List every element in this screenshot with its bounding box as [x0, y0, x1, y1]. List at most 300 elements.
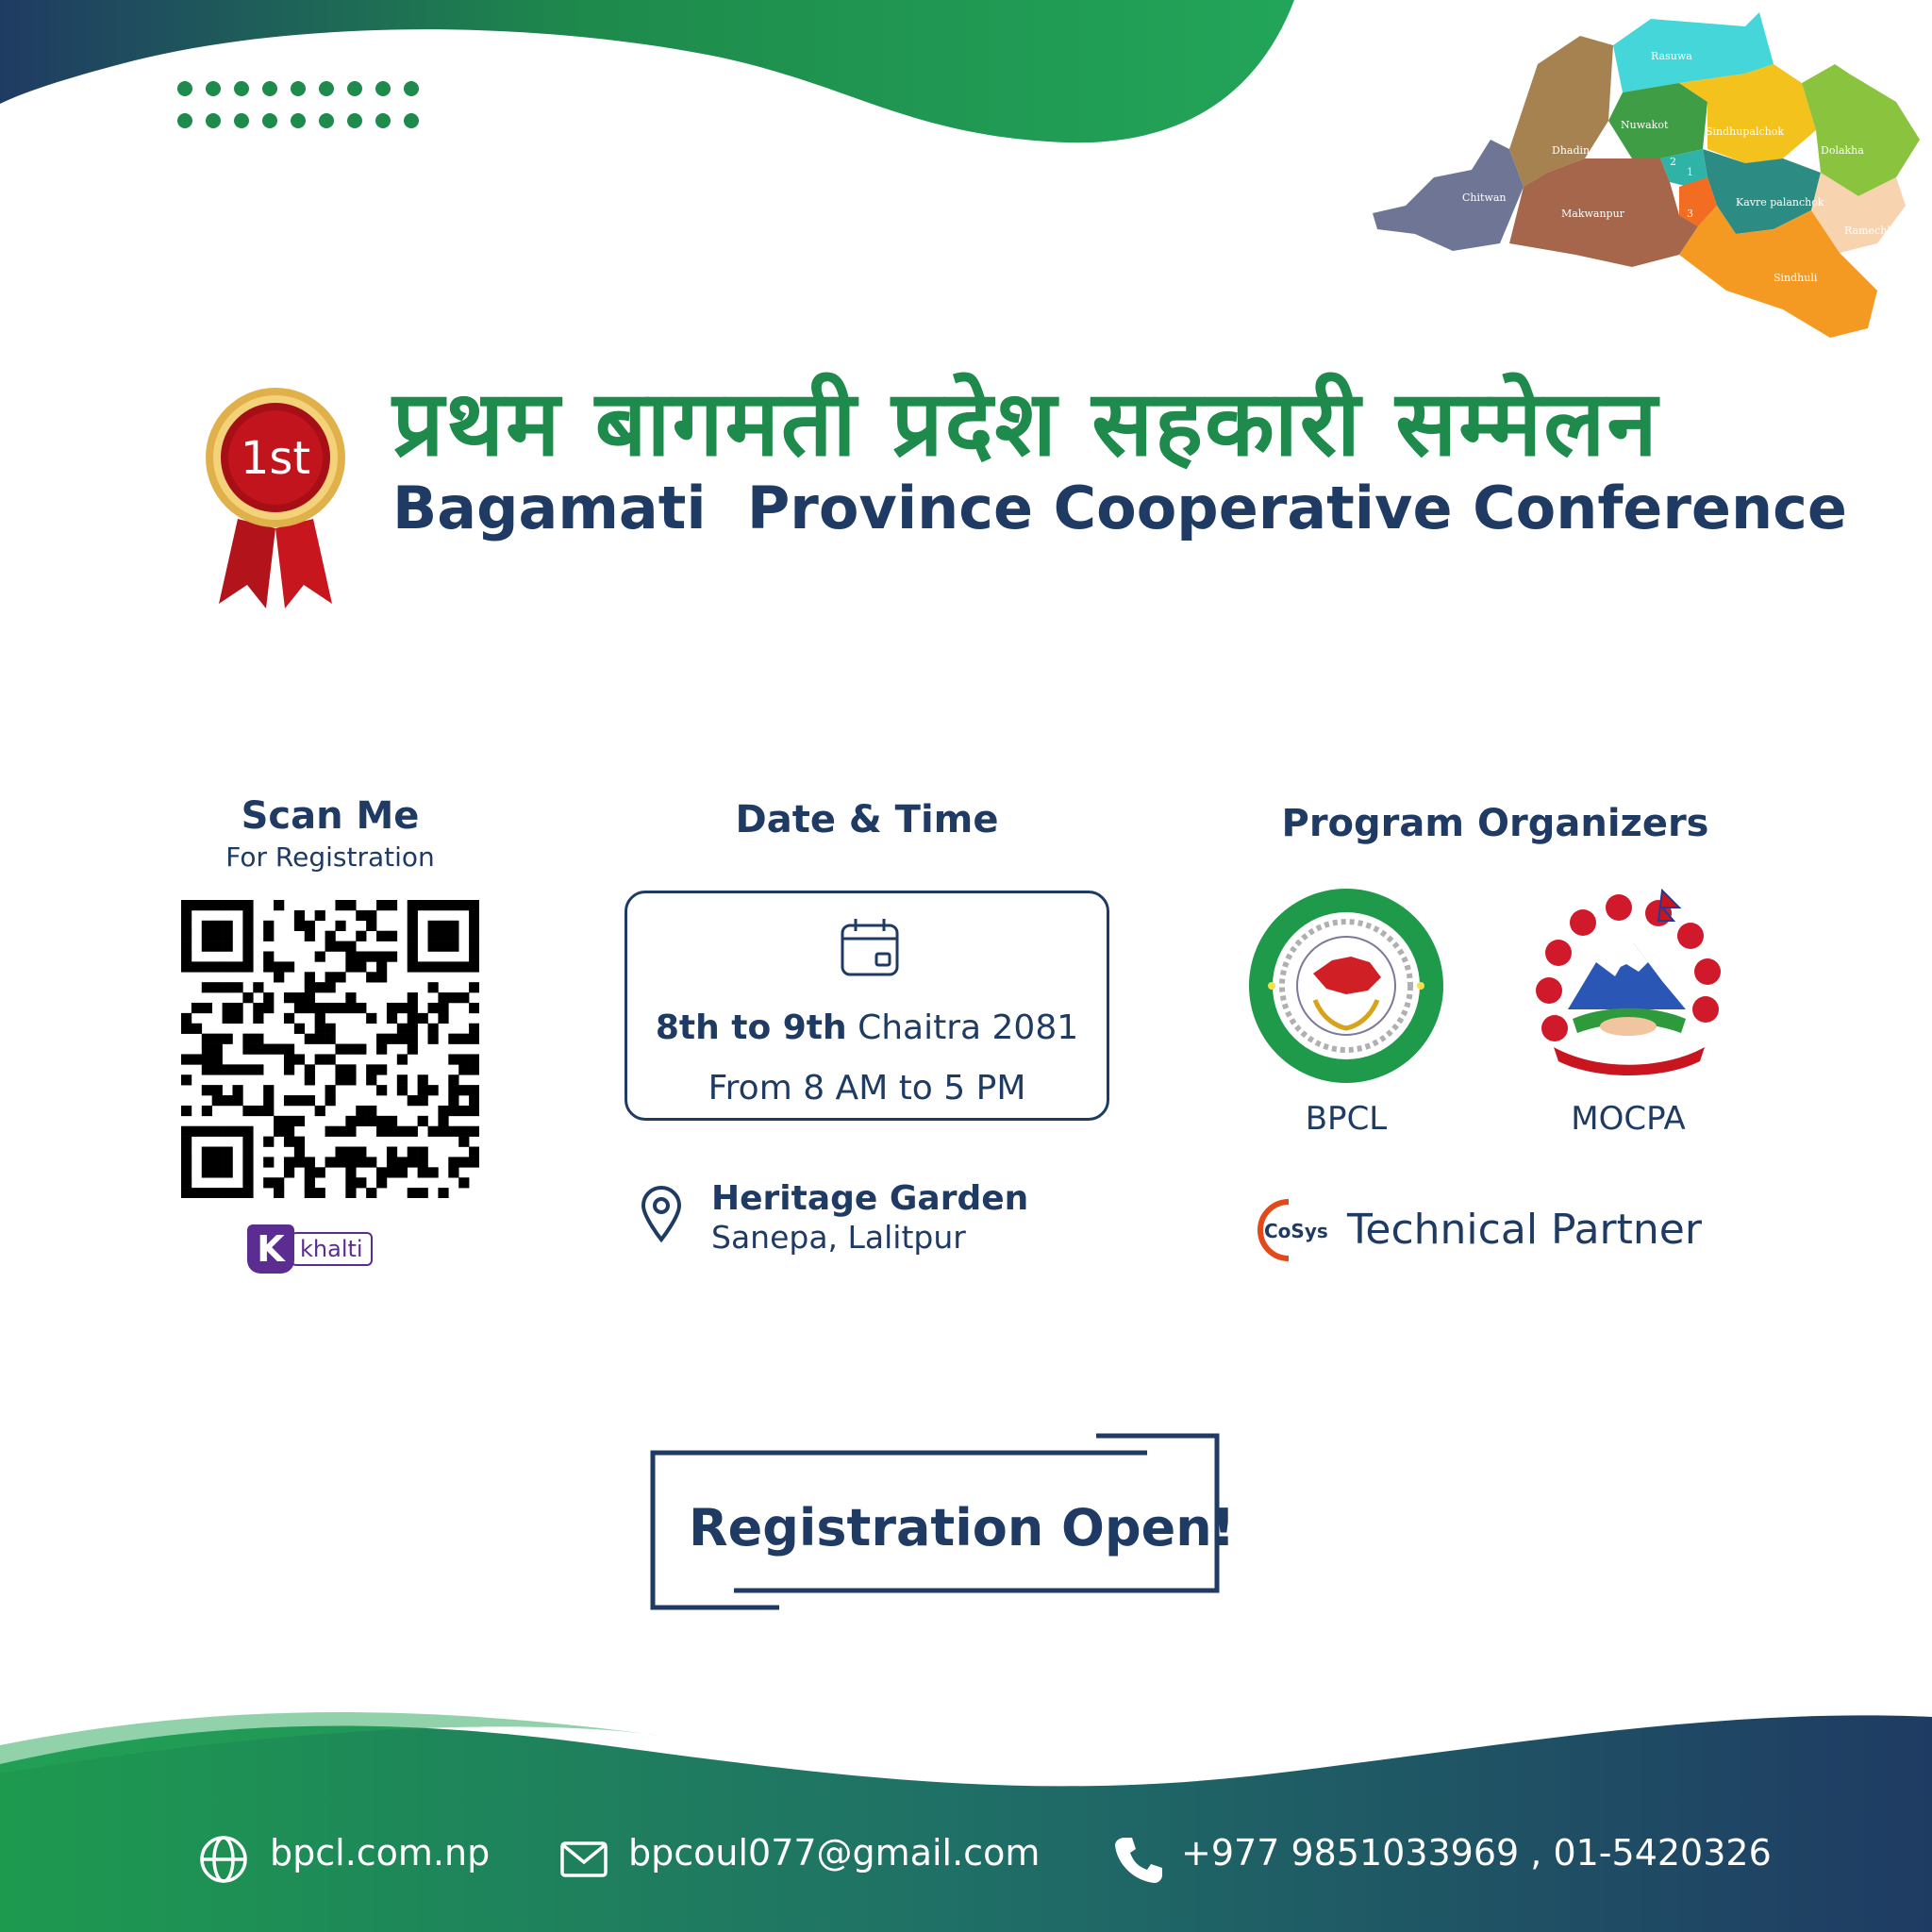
qr-module	[418, 1147, 428, 1158]
qr-module	[397, 1085, 408, 1095]
qr-module	[376, 1167, 387, 1177]
khalti-letter: K	[247, 1224, 294, 1274]
qr-module	[448, 1054, 458, 1064]
qr-module	[387, 931, 397, 941]
qr-module	[202, 1085, 212, 1095]
qr-module	[181, 921, 192, 931]
qr-module	[387, 1034, 397, 1044]
qr-module	[345, 1064, 356, 1074]
qr-module	[397, 1024, 408, 1034]
qr-module	[408, 1024, 418, 1034]
qr-module	[325, 982, 336, 992]
qr-module	[223, 982, 233, 992]
qr-module	[458, 1064, 469, 1074]
qr-module	[181, 1106, 192, 1116]
qr-module	[438, 921, 448, 931]
map-label-sindhupalchok: Sindhupalchok	[1706, 125, 1784, 138]
qr-module	[469, 941, 479, 952]
qr-module	[428, 982, 439, 992]
qr-module	[408, 1013, 418, 1024]
qr-module	[263, 1137, 274, 1147]
qr-module	[408, 1126, 418, 1137]
qr-module	[325, 1024, 336, 1034]
qr-module	[253, 1013, 263, 1024]
qr-module	[202, 941, 212, 952]
scan-me-subheading: For Registration	[225, 841, 435, 873]
qr-module	[469, 931, 479, 941]
qr-module	[408, 951, 418, 961]
qr-module	[263, 951, 274, 961]
qr-module	[345, 1044, 356, 1055]
qr-module	[345, 951, 356, 961]
qr-module	[356, 1106, 366, 1116]
qr-module	[181, 1157, 192, 1167]
qr-module	[263, 1095, 274, 1106]
qr-module	[181, 910, 192, 921]
qr-module	[284, 1044, 294, 1055]
qr-module	[181, 1013, 192, 1024]
ribbon-label: 1st	[240, 432, 311, 485]
qr-module	[428, 941, 439, 952]
qr-module	[294, 910, 305, 921]
qr-module	[294, 921, 305, 931]
qr-module	[242, 1188, 253, 1198]
qr-module	[181, 1074, 192, 1085]
qr-module	[232, 961, 242, 972]
qr-module	[458, 1085, 469, 1095]
qr-module	[284, 1064, 294, 1074]
qr-module	[305, 921, 315, 931]
qr-module	[408, 1095, 418, 1106]
qr-module	[356, 961, 366, 972]
qr-module	[376, 931, 387, 941]
map-label-nuwakot: Nuwakot	[1621, 119, 1669, 131]
qr-module	[408, 1034, 418, 1044]
qr-module	[242, 1157, 253, 1167]
footer-website-link[interactable]: bpcl.com.np	[270, 1832, 491, 1874]
qr-module	[335, 1126, 345, 1137]
qr-module	[428, 961, 439, 972]
qr-module	[202, 1044, 212, 1055]
qr-module	[356, 931, 366, 941]
qr-module	[345, 1177, 356, 1188]
qr-module	[305, 1074, 315, 1085]
qr-module	[294, 1157, 305, 1167]
qr-module	[263, 1157, 274, 1167]
qr-module	[294, 1054, 305, 1064]
qr-module	[305, 1177, 315, 1188]
qr-module	[212, 1167, 223, 1177]
qr-module	[263, 1085, 274, 1095]
qr-module	[202, 1106, 212, 1116]
qr-module	[223, 961, 233, 972]
qr-module	[408, 992, 418, 1003]
qr-module	[408, 1157, 418, 1167]
qr-module	[192, 1024, 202, 1034]
qr-module	[325, 941, 336, 952]
venue-address: Sanepa, Lalitpur	[711, 1219, 966, 1256]
qr-module	[356, 1157, 366, 1167]
calendar-icon	[839, 916, 901, 978]
qr-module	[253, 1034, 263, 1044]
qr-module	[469, 1024, 479, 1034]
qr-module	[242, 1064, 253, 1074]
qr-module	[366, 1074, 376, 1085]
qr-module	[212, 1147, 223, 1158]
qr-module	[438, 931, 448, 941]
qr-module	[366, 910, 376, 921]
qr-module	[181, 1054, 192, 1064]
qr-module	[315, 1013, 325, 1024]
qr-module	[448, 1034, 458, 1044]
footer-phone-number[interactable]: +977 9851033969 , 01-5420326	[1181, 1832, 1772, 1874]
qr-module	[469, 961, 479, 972]
qr-module	[181, 951, 192, 961]
qr-module	[345, 941, 356, 952]
qr-module	[458, 1177, 469, 1188]
qr-module	[305, 1157, 315, 1167]
qr-module	[366, 951, 376, 961]
qr-module	[366, 1188, 376, 1198]
qr-module	[192, 1054, 202, 1064]
qr-module	[212, 1044, 223, 1055]
qr-module	[366, 921, 376, 931]
qr-module	[212, 1157, 223, 1167]
mocpa-emblem-logo	[1521, 887, 1736, 1085]
qr-module	[469, 1147, 479, 1158]
qr-module	[376, 1177, 387, 1188]
qr-module	[284, 1054, 294, 1064]
qr-module	[232, 1013, 242, 1024]
qr-module	[438, 1003, 448, 1013]
org-mocpa-label: MOCPA	[1571, 1100, 1686, 1138]
date-time-box	[625, 891, 1109, 1121]
qr-module	[223, 900, 233, 910]
qr-module	[305, 931, 315, 941]
qr-module	[305, 972, 315, 982]
qr-module	[438, 1188, 448, 1198]
khalti-label: khalti	[291, 1232, 373, 1266]
qr-module	[438, 1106, 448, 1116]
qr-module	[192, 1188, 202, 1198]
phone-icon	[1113, 1834, 1164, 1885]
qr-module	[223, 1147, 233, 1158]
qr-module	[345, 992, 356, 1003]
qr-module	[345, 1074, 356, 1085]
qr-module	[469, 921, 479, 931]
qr-module	[232, 1126, 242, 1137]
qr-module	[469, 1106, 479, 1116]
qr-module	[242, 900, 253, 910]
qr-module	[202, 921, 212, 931]
event-date-rest: Chaitra 2081	[846, 1008, 1079, 1047]
qr-module	[202, 961, 212, 972]
qr-module	[356, 951, 366, 961]
qr-module	[212, 1054, 223, 1064]
qr-module	[192, 1003, 202, 1013]
map-label-2: 2	[1670, 156, 1676, 168]
qr-module	[263, 992, 274, 1003]
qr-module	[325, 1085, 336, 1095]
qr-module	[376, 1085, 387, 1095]
qr-module	[315, 951, 325, 961]
qr-module	[438, 900, 448, 910]
qr-module	[397, 1054, 408, 1064]
qr-module	[253, 982, 263, 992]
qr-module	[232, 1064, 242, 1074]
qr-module	[418, 1167, 428, 1177]
qr-module	[202, 1054, 212, 1064]
qr-module	[408, 1188, 418, 1198]
location-pin-icon	[638, 1185, 685, 1243]
qr-module	[181, 941, 192, 952]
qr-module	[469, 1064, 479, 1074]
qr-module	[458, 1034, 469, 1044]
qr-module	[418, 1095, 428, 1106]
qr-module	[325, 972, 336, 982]
qr-module	[397, 1157, 408, 1167]
qr-module	[315, 1167, 325, 1177]
qr-module	[274, 900, 284, 910]
qr-module	[181, 1126, 192, 1137]
qr-module	[335, 900, 345, 910]
map-label-sindhuli: Sindhuli	[1774, 272, 1818, 284]
qr-module	[408, 941, 418, 952]
qr-module	[418, 1116, 428, 1126]
qr-module	[315, 1106, 325, 1116]
qr-module	[376, 1064, 387, 1074]
qr-module	[223, 921, 233, 931]
title-english: Bagamati Province Cooperative Conference	[392, 474, 1847, 542]
qr-module	[397, 1003, 408, 1013]
qr-module	[408, 900, 418, 910]
qr-module	[428, 1024, 439, 1034]
qr-module	[356, 1003, 366, 1013]
qr-module	[345, 961, 356, 972]
qr-module	[315, 910, 325, 921]
qr-module	[274, 1177, 284, 1188]
qr-module	[397, 1074, 408, 1085]
qr-module	[294, 1147, 305, 1158]
qr-module	[242, 1044, 253, 1055]
qr-module	[232, 1095, 242, 1106]
qr-module	[305, 1167, 315, 1177]
qr-module	[242, 1034, 253, 1044]
qr-module	[315, 1003, 325, 1013]
qr-module	[366, 972, 376, 982]
qr-module	[212, 1034, 223, 1044]
qr-module	[356, 910, 366, 921]
qr-module	[448, 931, 458, 941]
qr-module	[242, 1106, 253, 1116]
qr-module	[202, 1157, 212, 1167]
qr-module	[223, 1126, 233, 1137]
qr-module	[376, 972, 387, 982]
qr-module	[274, 1044, 284, 1055]
qr-module	[284, 992, 294, 1003]
map-label-dhading: Dhading	[1552, 144, 1597, 157]
qr-module	[212, 941, 223, 952]
khalti-logo	[247, 1224, 373, 1274]
qr-module	[345, 1147, 356, 1158]
qr-module	[212, 1064, 223, 1074]
qr-module	[253, 1003, 263, 1013]
qr-module	[376, 900, 387, 910]
qr-module	[294, 1137, 305, 1147]
qr-module	[408, 1003, 418, 1013]
footer-email-link[interactable]: bpcoul077@gmail.com	[628, 1832, 1041, 1874]
qr-module	[387, 1157, 397, 1167]
qr-module	[274, 972, 284, 982]
qr-module	[397, 1167, 408, 1177]
qr-module	[438, 992, 448, 1003]
qr-module	[428, 1167, 439, 1177]
cosys-logo	[1251, 1196, 1334, 1264]
qr-module	[305, 1188, 315, 1198]
qr-module	[469, 1085, 479, 1095]
qr-module	[325, 931, 336, 941]
qr-module	[387, 951, 397, 961]
map-label-1: 1	[1687, 166, 1693, 178]
qr-module	[438, 961, 448, 972]
qr-module	[335, 1044, 345, 1055]
qr-module	[469, 900, 479, 910]
qr-module	[284, 1116, 294, 1126]
qr-module	[242, 931, 253, 941]
qr-module	[448, 1085, 458, 1095]
qr-module	[242, 941, 253, 952]
qr-module	[202, 1064, 212, 1074]
map-label-ramechhap: Ramechhap	[1844, 225, 1907, 237]
dot-grid-decoration	[177, 81, 432, 128]
qr-module	[408, 921, 418, 931]
qr-module	[438, 1126, 448, 1137]
qr-module	[212, 931, 223, 941]
qr-module	[223, 1167, 233, 1177]
qr-module	[232, 1003, 242, 1013]
qr-module	[366, 1157, 376, 1167]
email-icon	[558, 1834, 609, 1885]
qr-module	[202, 1167, 212, 1177]
qr-module	[212, 1126, 223, 1137]
qr-module	[387, 1126, 397, 1137]
qr-module	[335, 941, 345, 952]
qr-module	[438, 1116, 448, 1126]
qr-module	[223, 941, 233, 952]
qr-module	[335, 1147, 345, 1158]
qr-module	[263, 1106, 274, 1116]
qr-module	[325, 1054, 336, 1064]
qr-module	[469, 951, 479, 961]
registration-open-button[interactable]: Registration Open!	[689, 1498, 1236, 1557]
registration-qr-code[interactable]	[181, 900, 479, 1198]
qr-module	[242, 910, 253, 921]
qr-module	[335, 972, 345, 982]
qr-module	[223, 1013, 233, 1024]
qr-module	[263, 1044, 274, 1055]
qr-module	[181, 1147, 192, 1158]
qr-module	[428, 1126, 439, 1137]
qr-module	[242, 1137, 253, 1147]
qr-module	[418, 1085, 428, 1095]
qr-module	[469, 1126, 479, 1137]
qr-module	[366, 1064, 376, 1074]
qr-module	[335, 1003, 345, 1013]
qr-module	[274, 1188, 284, 1198]
qr-module	[315, 1188, 325, 1198]
qr-module	[294, 1003, 305, 1013]
qr-module	[223, 1188, 233, 1198]
map-label-dolakha: Dolakha	[1821, 144, 1864, 157]
qr-module	[376, 1116, 387, 1126]
qr-module	[181, 1188, 192, 1198]
qr-module	[294, 1024, 305, 1034]
qr-module	[263, 931, 274, 941]
qr-module	[305, 1064, 315, 1074]
qr-module	[356, 1044, 366, 1055]
qr-module	[345, 900, 356, 910]
qr-module	[242, 951, 253, 961]
qr-module	[181, 1024, 192, 1034]
qr-module	[408, 1147, 418, 1158]
qr-module	[458, 1054, 469, 1064]
qr-module	[376, 961, 387, 972]
qr-module	[387, 900, 397, 910]
qr-module	[242, 1147, 253, 1158]
qr-module	[469, 982, 479, 992]
qr-module	[458, 1126, 469, 1137]
qr-module	[428, 1034, 439, 1044]
qr-module	[325, 1095, 336, 1106]
qr-module	[418, 961, 428, 972]
qr-module	[335, 1064, 345, 1074]
qr-module	[448, 1126, 458, 1137]
qr-module	[335, 1157, 345, 1167]
qr-module	[387, 1116, 397, 1126]
map-label-3: 3	[1687, 208, 1693, 220]
qr-module	[284, 1167, 294, 1177]
qr-module	[232, 1188, 242, 1198]
qr-module	[253, 1064, 263, 1074]
qr-module	[202, 1188, 212, 1198]
qr-module	[242, 1167, 253, 1177]
qr-module	[448, 941, 458, 952]
qr-module	[274, 1126, 284, 1137]
qr-module	[284, 1157, 294, 1167]
qr-module	[305, 992, 315, 1003]
qr-module	[181, 1137, 192, 1147]
qr-module	[408, 961, 418, 972]
qr-module	[294, 992, 305, 1003]
org-bpcl-label: BPCL	[1305, 1100, 1388, 1138]
qr-module	[345, 1188, 356, 1198]
qr-module	[232, 982, 242, 992]
qr-module	[284, 1095, 294, 1106]
qr-module	[263, 1177, 274, 1188]
qr-module	[212, 921, 223, 931]
qr-module	[428, 1003, 439, 1013]
bottom-wave-decoration	[0, 1660, 1932, 1932]
qr-module	[448, 961, 458, 972]
qr-module	[223, 1003, 233, 1013]
qr-module	[181, 1167, 192, 1177]
qr-module	[448, 1157, 458, 1167]
qr-module	[469, 1095, 479, 1106]
qr-module	[428, 921, 439, 931]
qr-module	[242, 1126, 253, 1137]
qr-module	[212, 982, 223, 992]
qr-module	[469, 910, 479, 921]
